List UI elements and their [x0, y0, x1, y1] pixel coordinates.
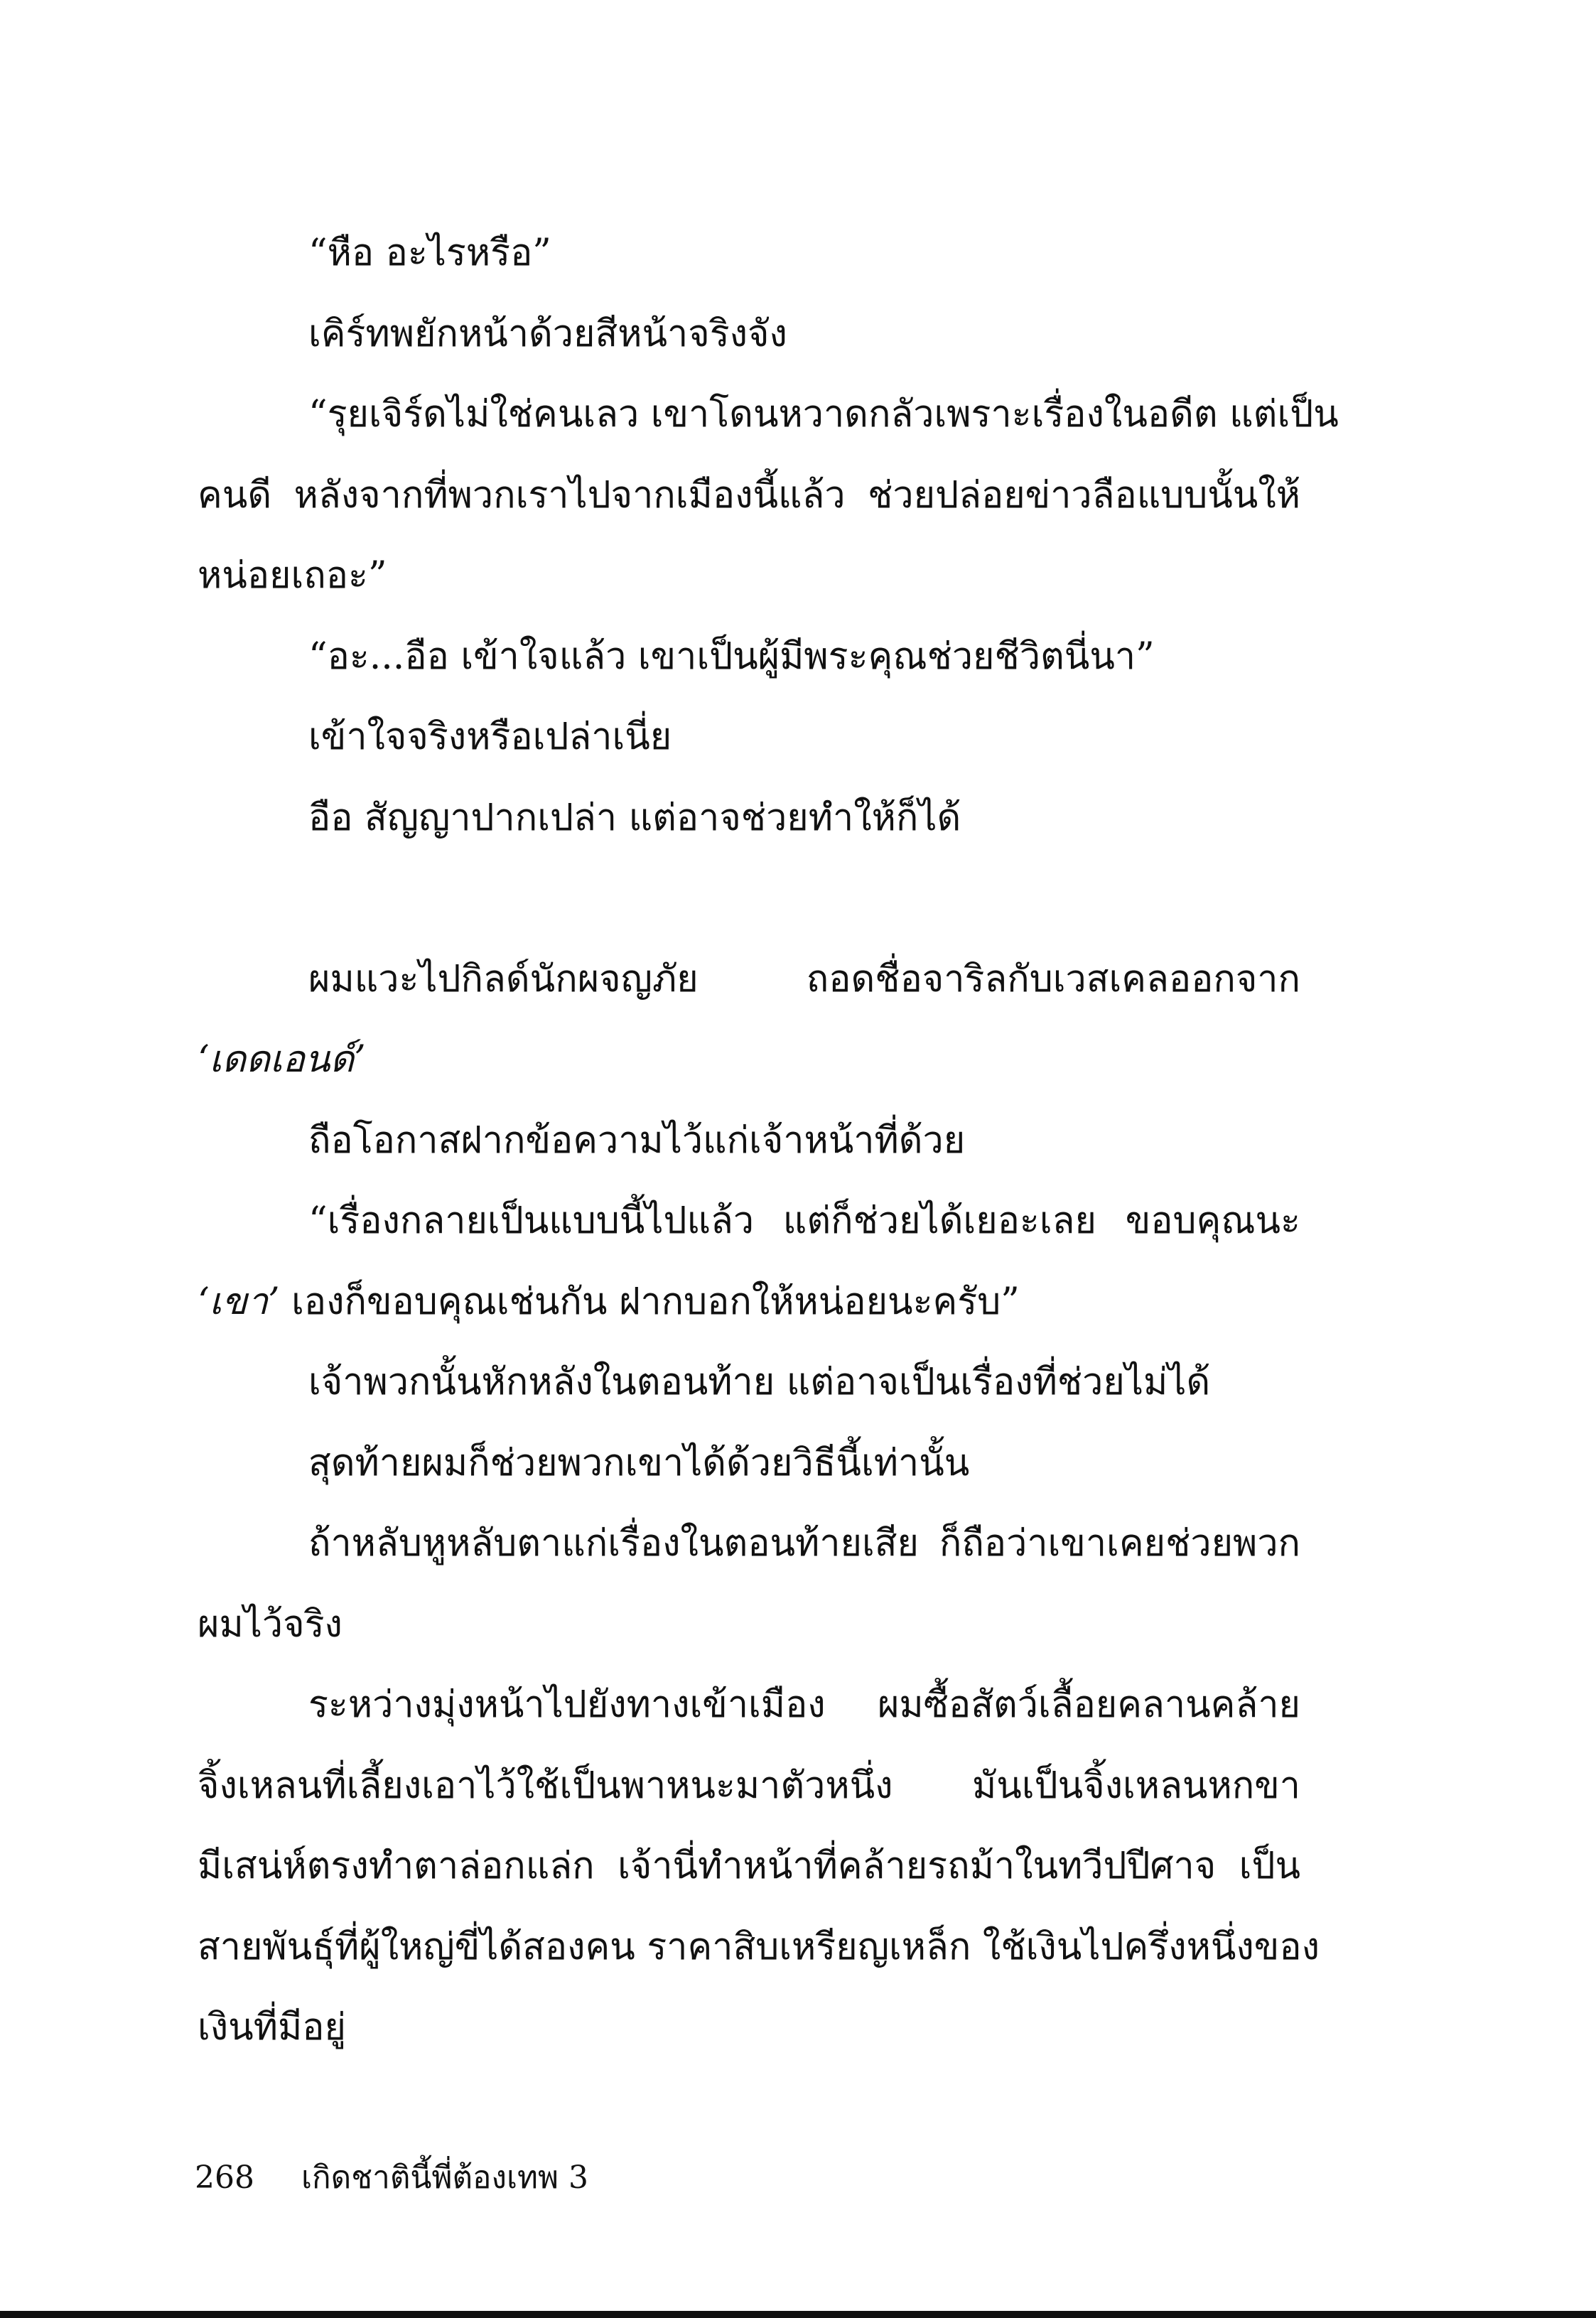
text-line: เคิร์ทพยักหน้าด้วยสีหน้าจริงจัง [308, 312, 787, 355]
page-number: 268 [195, 2160, 254, 2196]
book-title: เกิดชาตินี้พี่ต้องเทพ 3 [301, 2160, 588, 2196]
text-line: ผมแวะไปกิลด์นักผจญภัย ถอดชื่อจาริลกับเวสเคลออกจาก [308, 957, 1300, 1001]
section-break [198, 858, 1300, 939]
page-footer [195, 2153, 588, 2203]
text-line: “รุยเจิร์ดไม่ใช่คนเลว เขาโดนหวาดกลัวเพราะเรื่องในอดีต แต่เป็น [308, 393, 1339, 436]
text-span: เองก็ขอบคุณเช่นกัน ฝากบอกให้หน่อยนะครับ” [279, 1280, 1020, 1323]
text-line: ระหว่างมุ่งหน้าไปยังทางเข้าเมือง ผมซื้อสัตว์เลื้อยคลานคล้าย [308, 1683, 1300, 1726]
text-line: ถือโอกาสฝากข้อความไว้แก่เจ้าหน้าที่ด้วย [308, 1118, 966, 1162]
text-line: เจ้าพวกนั้นหักหลังในตอนท้าย แต่อาจเป็นเรื่องที่ช่วยไม่ได้ [308, 1361, 1211, 1403]
text-line: ‘เดดเอนด์’ [198, 1038, 366, 1081]
text-line: “อะ...อือ เข้าใจแล้ว เขาเป็นผู้มีพระคุณช่วยชีวิตนี่นา” [308, 635, 1155, 678]
emphasis-text: ‘เขา’ [198, 1280, 280, 1323]
text-line: เงินที่มีอยู่ [198, 2006, 346, 2049]
body-text [198, 213, 1339, 2069]
text-line: อือ สัญญาปากเปล่า แต่อาจช่วยทำให้ก็ได้ [308, 796, 961, 839]
text-line: ผมไว้จริง [198, 1602, 343, 1646]
text-line: “เรื่องกลายเป็นแบบนี้ไปแล้ว แต่ก็ช่วยได้เยอะเลย ขอบคุณนะ [308, 1200, 1300, 1242]
text-line: “หือ อะไรหรือ” [308, 232, 551, 274]
text-line: จิ้งเหลนที่เลี้ยงเอาไว้ใช้เป็นพาหนะมาตัวหนึ่ง มันเป็นจิ้งเหลนหกขา [198, 1764, 1300, 1807]
text-line: ถ้าหลับหูหลับตาแก่เรื่องในตอนท้ายเสีย ก็ถือว่าเขาเคยช่วยพวก [308, 1522, 1300, 1565]
text-line: สายพันธุ์ที่ผู้ใหญ่ขี่ได้สองคน ราคาสิบเหรียญเหล็ก ใช้เงินไปครึ่งหนึ่งของ [198, 1925, 1320, 1968]
text-line: มีเสน่ห์ตรงทำตาล่อกแล่ก เจ้านี่ทำหน้าที่คล้ายรถม้าในทวีปปีศาจ เป็น [198, 1845, 1300, 1887]
text-line: สุดท้ายผมก็ช่วยพวกเขาได้ด้วยวิธีนี้เท่านั้น [308, 1441, 970, 1484]
text-line: หน่อยเถอะ” [198, 554, 387, 597]
bottom-edge-rule [0, 2311, 1596, 2318]
text-line: เข้าใจจริงหรือเปล่าเนี่ย [308, 716, 672, 758]
text-line [198, 1262, 1300, 1343]
text-line: คนดี หลังจากที่พวกเราไปจากเมืองนี้แล้ว ช่วยปล่อยข่าวลือแบบนั้นให้ [198, 473, 1300, 517]
